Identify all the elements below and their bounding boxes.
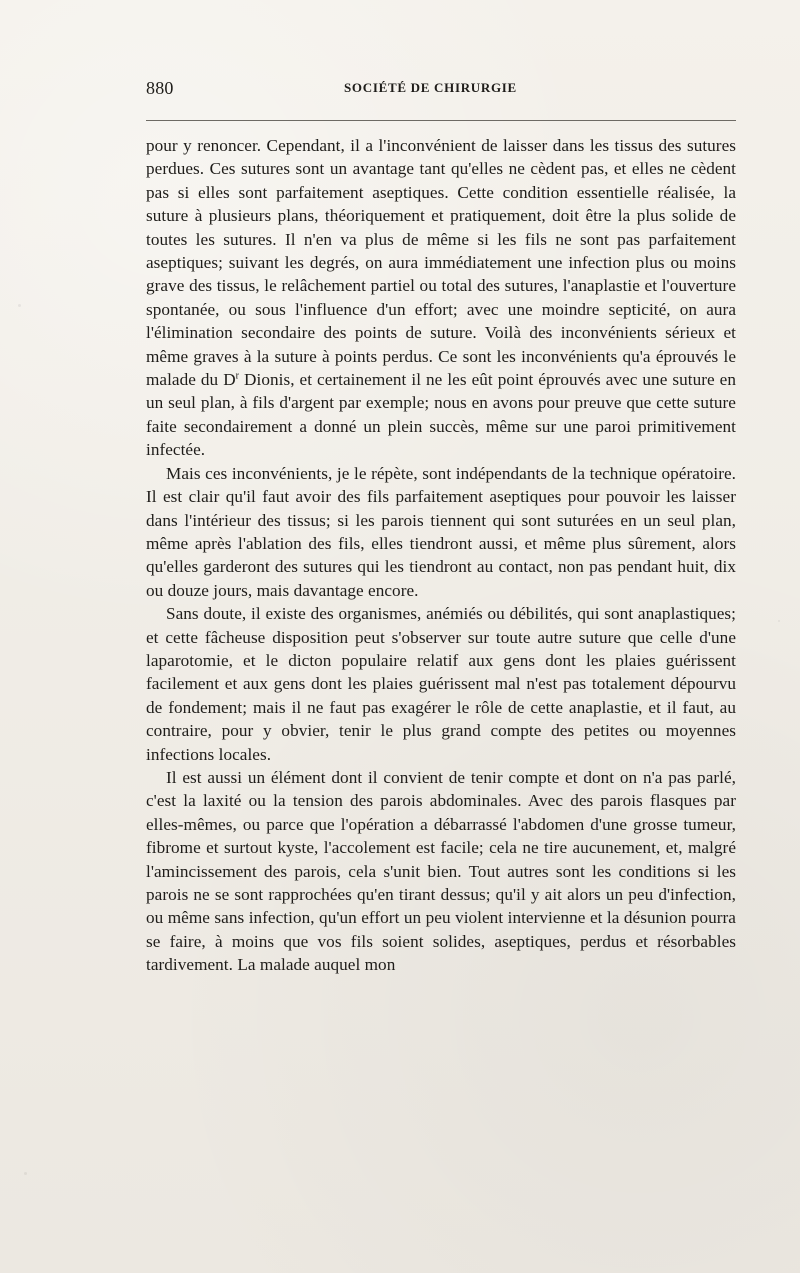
- body-text: [146, 134, 736, 977]
- paragraph-2-text: Mais ces inconvénients, je le répète, sont indépendants de la technique opératoire. Il est clair qu'il faut avoir des fils parfaitement aseptiques pour pouvoir les laisser dans l'intérieur des tissus; si les parois tiennent qui sont suturées en un seul plan, même après l'ablation des fils, elles tiendront aussi, et même plus sûrement, alors qu'elles garderont des sutures qui les tiendront au contact, non pas pendant huit, dix ou douze jours, mais davantage encore.: [146, 463, 736, 600]
- paragraph-4: [146, 766, 736, 977]
- header-rule: [146, 120, 736, 121]
- paragraph-1-text: pour y renoncer. Cependant, il a l'inconvénient de laisser dans les tissus des sutures perdues. Ces sutures sont un avantage tant qu'elles ne cèdent pas, et elles ne cèdent pas si elles sont parfaitement aseptiques. Cette condition essentielle réalisée, la suture à plusieurs plans, théoriquement et pratiquement, doit être la plus solide de toutes les sutures. Il n'en va plus de même si les fils ne sont pas parfaitement aseptiques; suivant les degrés, on aura immédiatement une infection plus ou moins grave des tissus, le relâchement partiel ou total des sutures, l'anaplastie et l'ouverture spontanée, ou sous l'influence d'un effort; avec une moindre septicité, on aura l'élimination secondaire des points de suture. Voilà des inconvénients sérieux et même graves à la suture à points perdus. Ce sont les inconvénients qu'a éprouvés le malade du D: [146, 136, 736, 390]
- paragraph-3-text: Sans doute, il existe des organismes, anémiés ou débilités, qui sont anaplastiques; et cette fâcheuse disposition peut s'observer sur toute autre suture que celle d'une laparotomie, et le dicton populaire relatif aux gens dont les plaies guérissent facilement et aux gens dont les plaies guérissent mal n'est pas totalement dépourvu de fondement; mais il ne faut pas exagérer le rôle de cette anaplastie, et il faut, au contraire, pour y obvier, tenir le plus grand compte des petites ou moyennes infections locales.: [146, 604, 736, 764]
- paper-speck: [24, 1172, 27, 1175]
- doctor-superscript: r: [235, 370, 240, 382]
- paper-speck: [18, 304, 21, 307]
- running-title: SOCIÉTÉ DE CHIRURGIE: [344, 80, 517, 95]
- paragraph-1: [146, 134, 736, 462]
- paragraph-1-text-after: Dionis, et certainement il ne les eût point éprouvés avec une suture en un seul plan, à fils d'argent par exemple; nous en avons pour preuve que cette suture faite secondairement a donné un plein succès, même sur une paroi primitivement infectée.: [146, 370, 736, 460]
- paper-speck: [778, 620, 780, 622]
- page-header: [146, 76, 736, 100]
- paragraph-4-text: Il est aussi un élément dont il convient de tenir compte et dont on n'a pas parlé, c'est la laxité ou la tension des parois abdominales. Avec des parois flasques par elles-mêmes, ou parce que l'opération a débarrassé l'abdomen d'une grosse tumeur, fibrome et surtout kyste, l'accolement est facile; cela ne tire aucunement, et, malgré l'amincissement des parois, cela s'unit bien. Tout autres sont les conditions si les parois ne se sont rapprochées qu'en tirant dessus; qu'il y ait alors un peu d'infection, ou même sans infection, qu'un effort un peu violent intervienne et la désunion pourra se faire, à moins que vos fils soient solides, aseptiques, perdus et résorbables tardivement. La malade auquel mon: [146, 767, 736, 975]
- paragraph-2: [146, 462, 736, 602]
- paragraph-3: [146, 602, 736, 766]
- page-number: 880: [146, 78, 174, 98]
